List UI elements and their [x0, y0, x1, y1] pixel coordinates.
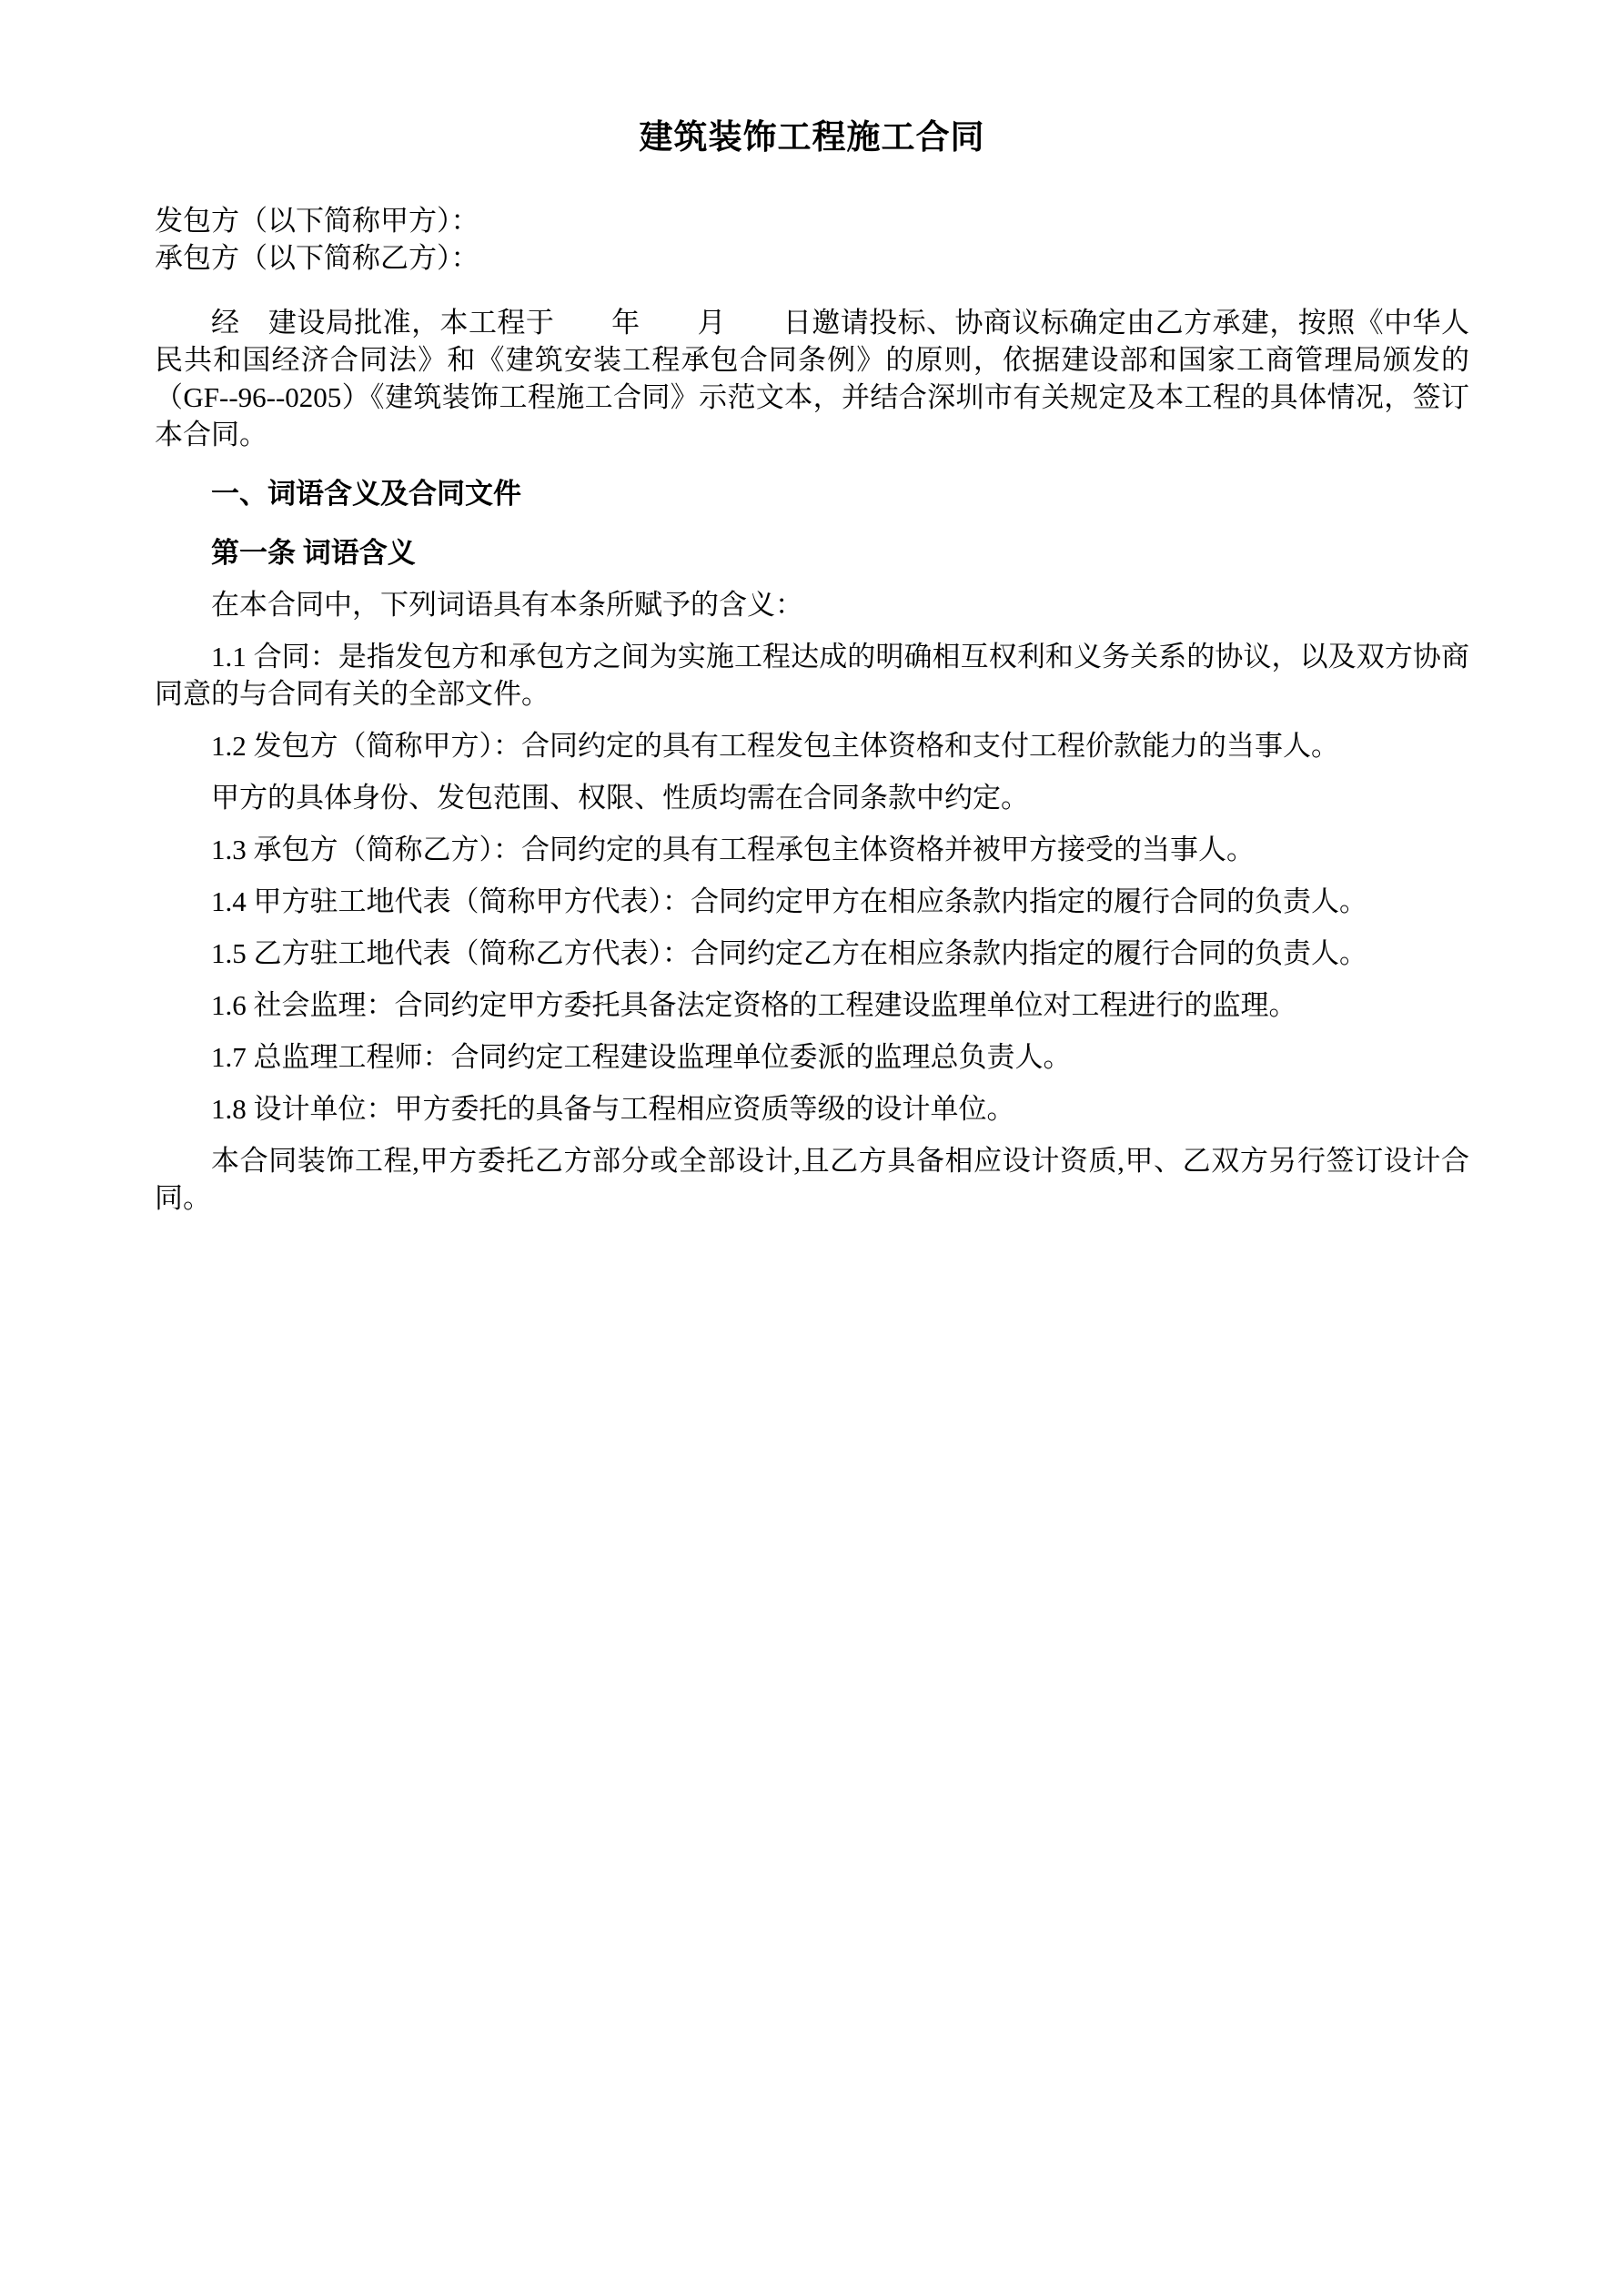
contract-paragraph: 1.7 总监理工程师：合同约定工程建设监理单位委派的监理总负责人。 — [211, 1041, 1072, 1073]
contract-paragraph: 在本合同中，下列词语具有本条所赋予的含义： — [211, 589, 803, 621]
document-body — [155, 202, 1469, 1217]
party-line: 承包方（以下简称乙方）： — [155, 242, 479, 274]
contract-paragraph: 经 建设局批准，本工程于 年 月 日邀请投标、协商议标确定由乙方承建，按照《中华人民共和国经济合同法》和《建筑安装工程承包合同条例》的原则，依据建设部和国家工商管理局颁发的（GF--96--0205）《建筑装饰工程施工合同》示范文本，并结合深圳市有关规定及本工程的具体情况，签订本合同。 — [155, 307, 1469, 450]
contract-paragraph: 1.8 设计单位：甲方委托的具备与工程相应资质等级的设计单位。 — [211, 1093, 1015, 1125]
contract-paragraph: 1.3 承包方（简称乙方）：合同约定的具有工程承包主体资格并被甲方接受的当事人。 — [211, 834, 1255, 865]
contract-paragraph: 1.4 甲方驻工地代表（简称甲方代表）：合同约定甲方在相应条款内指定的履行合同的负责人。 — [211, 885, 1367, 917]
section-heading: 一、词语含义及合同文件 — [211, 478, 521, 510]
party-line: 发包方（以下简称甲方）： — [155, 205, 479, 237]
contract-paragraph: 1.1 合同：是指发包方和承包方之间为实施工程达成的明确相互权利和义务关系的协议，以及双方协商同意的与合同有关的全部文件。 — [155, 641, 1469, 710]
contract-paragraph: 1.2 发包方（简称甲方）：合同约定的具有工程发包主体资格和支付工程价款能力的当事人。 — [211, 730, 1339, 762]
document-title: 建筑装饰工程施工合同 — [639, 119, 985, 157]
contract-paragraph: 1.5 乙方驻工地代表（简称乙方代表）：合同约定乙方在相应条款内指定的履行合同的负责人。 — [211, 937, 1367, 969]
contract-paragraph: 甲方的具体身份、发包范围、权限、性质均需在合同条款中约定。 — [211, 782, 1029, 814]
contract-paragraph: 1.6 社会监理：合同约定甲方委托具备法定资格的工程建设监理单位对工程进行的监理。 — [211, 989, 1297, 1021]
section-heading: 第一条 词语含义 — [211, 537, 416, 569]
contract-paragraph: 本合同装饰工程,甲方委托乙方部分或全部设计,且乙方具备相应设计资质,甲、乙双方另行签订设计合同。 — [155, 1145, 1469, 1214]
